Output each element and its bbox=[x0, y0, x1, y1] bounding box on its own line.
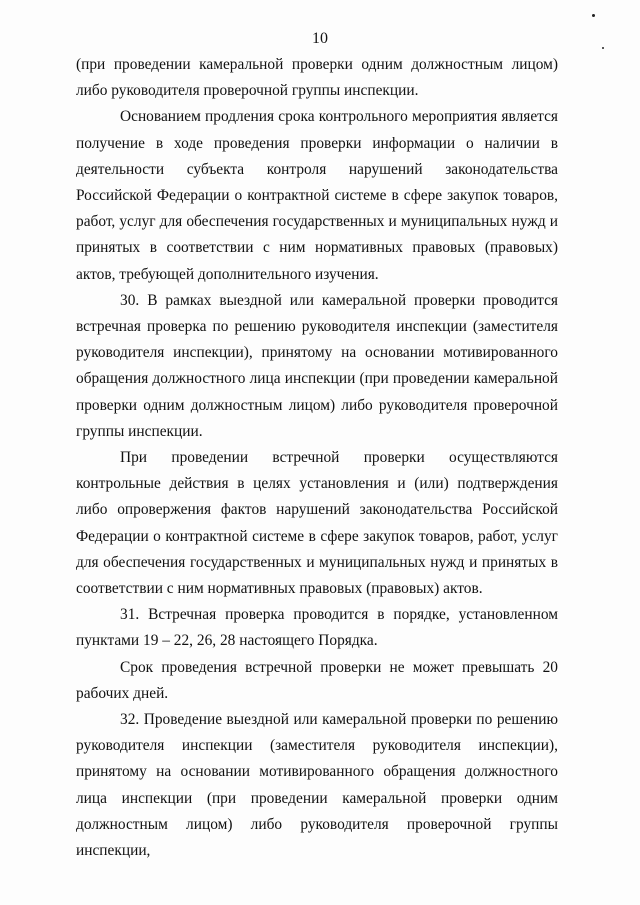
document-body bbox=[76, 52, 558, 864]
paragraph-item-31: 31. Встречная проверка проводится в порядке, установленном пунктами 19 – 22, 26, 28 настоящего Порядка. bbox=[76, 606, 558, 650]
page-number: 10 bbox=[312, 30, 328, 47]
paragraph-counter-check-actions: При проведении встречной проверки осуществляются контрольные действия в целях установления и (или) подтверждения либо опровержения фактов нарушений законодательства Российской Федерации о контрактной системе в сфере закупок товаров, работ, услуг для обеспечения государственных и муниципальных нужд и принятых в соответствии с ним нормативных правовых (правовых) актов. bbox=[76, 449, 558, 598]
paragraph-item-30: 30. В рамках выездной или камеральной проверки проводится встречная проверка по решению руководителя инспекции (заместителя руководителя инспекции), принятому на основании мотивированного обращения должностного лица инспекции (при проведении камеральной проверки одним должностным лицом) либо руководителя проверочной группы инспекции. bbox=[76, 291, 558, 440]
paragraph-continuation: (при проведении камеральной проверки одним должностным лицом) либо руководителя проверочной группы инспекции. bbox=[76, 56, 558, 100]
scan-speck bbox=[592, 14, 595, 17]
paragraph-item-32: 32. Проведение выездной или камеральной проверки по решению руководителя инспекции (заместителя руководителя инспекции), принятому на основании мотивированного обращения должностного лица инспекции (при проведении камеральной проверки одним должностным лицом) либо руководителя проверочной группы инспекции, bbox=[76, 711, 558, 860]
scan-speck bbox=[602, 47, 604, 49]
paragraph-counter-check-term: Срок проведения встречной проверки не может превышать 20 рабочих дней. bbox=[76, 658, 558, 702]
paragraph-extension-grounds: Основанием продления срока контрольного мероприятия является получение в ходе проведения проверки информации о наличии в деятельности субъекта контроля нарушений законодательства Российской Федерации о контрактной системе в сфере закупок товаров, работ, услуг для обеспечения государственных и муниципальных нужд и принятых в соответствии с ним нормативных правовых (правовых) актов, требующей дополнительного изучения. bbox=[76, 108, 558, 283]
